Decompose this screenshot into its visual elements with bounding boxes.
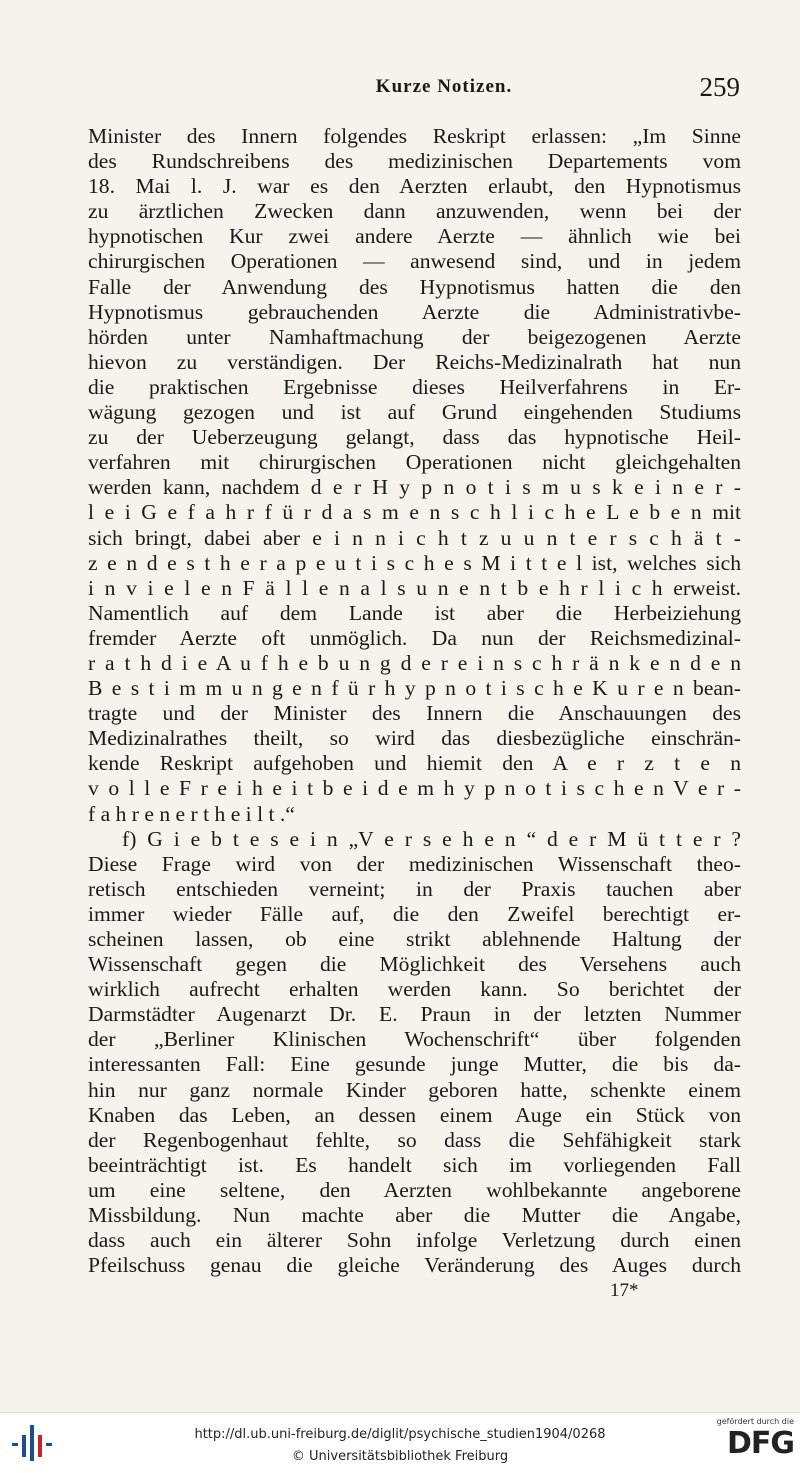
text-line: retisch entschieden verneint; in der Praxis tauchen aber [88,876,741,901]
text-line: i n v i e l e n F ä l l e n a l s u n e n t b e h r l i c h erweist. [88,575,741,600]
text-line: Hypnotismus gebrauchenden Aerzte die Administrativbe- [88,299,741,324]
text-line: v o l l e F r e i h e i t b e i d e m h y p n o t i s c h e n V e r - [88,776,741,801]
text-line: z e n d e s t h e r a p e u t i s c h e s M i t t e l ist, welches sich [88,550,741,575]
text-line: f a h r e n e r t h e i l t .“ [88,801,295,826]
text-line: interessanten Fall: Eine gesunde junge Mutter, die bis da- [88,1052,741,1077]
text-line: hypnotischen Kur zwei andere Aerzte — ähnlich wie bei [88,224,741,249]
text-line: Missbildung. Nun machte aber die Mutter die Angabe, [88,1203,741,1228]
text-line: Diese Frage wird von der medizinischen Wissenschaft theo- [88,851,741,876]
text-line: hievon zu verständigen. Der Reichs-Medizinalrath hat nun [88,349,741,374]
running-head [88,72,740,110]
page-number: 259 [699,72,740,102]
text-line: tragte und der Minister des Innern die Anschauungen des [88,701,741,726]
text-line-section-f: f) G i e b t e s e i n „V e r s e h e n “ d e r M ü t t e r ? [122,826,741,851]
text-line: der „Berliner Klinischen Wochenschrift“ über folgenden [88,1027,741,1052]
text-line: Namentlich auf dem Lande ist aber die Herbeiziehung [88,600,741,625]
text-line: verfahren mit chirurgischen Operationen nicht gleichgehalten [88,450,741,475]
running-head-title: Kurze Notizen. [375,76,513,97]
text-line: sich bringt, dabei aber e i n n i c h t z u u n t e r s c h ä t - [88,525,741,550]
dfg-wordmark: DFG [726,1426,794,1461]
text-line: Knaben das Leben, an dessen einem Auge ein Stück von [88,1102,741,1127]
text-line: Minister des Innern folgendes Reskript erlassen: „Im Sinne [88,124,741,148]
dfg-tagline: gefördert durch die [716,1417,794,1426]
text-line: hin nur ganz normale Kinder geboren hatte, schenkte einem [88,1077,741,1102]
text-line: werden kann, nachdem d e r H y p n o t i s m u s k e i n e r - [88,475,741,500]
text-line: zu ärztlichen Zwecken dann anzuwenden, wenn bei der [88,199,741,224]
text-line: Darmstädter Augenarzt Dr. E. Praun in der letzten Nummer [88,1002,741,1027]
text-line: kende Reskript aufgehoben und hiemit den A e r z t e n [88,751,741,776]
text-line: 18. Mai l. J. war es den Aerzten erlaubt, den Hypnotismus [88,174,741,199]
text-line: Pfeilschuss genau die gleiche Veränderung des Auges durch [88,1253,741,1278]
copyright-notice: © Universitätsbibliothek Freiburg [291,1449,509,1464]
text-line: r a t h d i e A u f h e b u n g d e r e i n s c h r ä n k e n d e n [88,650,741,675]
text-line: beeinträchtigt ist. Es handelt sich im vorliegenden Fall [88,1152,741,1177]
text-line: der Regenbogenhaut fehlte, so dass die Sehfähigkeit stark [88,1127,741,1152]
text-line: zu der Ueberzeugung gelangt, dass das hypnotische Heil- [88,425,741,450]
signature-mark: 17* [610,1280,639,1301]
text-line: B e s t i m m u n g e n f ü r h y p n o t i s c h e K u r e n bean- [88,676,741,701]
text-line: scheinen lassen, ob eine strikt ablehnende Haltung der [88,927,741,951]
text-line: des Rundschreibens des medizinischen Departements vom [88,149,741,174]
text-line: um eine seltene, den Aerzten wohlbekannte angeborene [88,1177,741,1202]
text-line: die praktischen Ergebnisse dieses Heilverfahrens in Er- [88,374,741,399]
text-line: wägung gezogen und ist auf Grund eingehenden Studiums [88,400,741,425]
text-line: Wissenschaft gegen die Möglichkeit des Versehens auch [88,952,741,977]
text-line: chirurgischen Operationen — anwesend sind, und in jedem [88,249,741,274]
library-banner [0,1412,800,1473]
text-line: fremder Aerzte oft unmöglich. Da nun der Reichsmedizinal- [88,625,741,650]
text-line: Medizinalrathes theilt, so wird das diesbezügliche einschrän- [88,726,741,751]
text-line: dass auch ein älterer Sohn infolge Verletzung durch einen [88,1228,741,1253]
text-line: wirklich aufrecht erhalten werden kann. So berichtet der [88,977,741,1002]
text-line: immer wieder Fälle auf, die den Zweifel berechtigt er- [88,901,741,926]
text-line: hörden unter Namhaftmachung der beigezogenen Aerzte [88,324,741,349]
document-url-link[interactable]: http://dl.ub.uni-freiburg.de/diglit/psychische_studien1904/0268 [194,1427,606,1442]
text-line: l e i G e f a h r f ü r d a s m e n s c h l i c h e L e b e n mit [88,500,741,525]
dfg-logo [706,1417,794,1461]
body-text [88,124,741,1278]
text-line: Falle der Anwendung des Hypnotismus hatten die den [88,274,741,299]
